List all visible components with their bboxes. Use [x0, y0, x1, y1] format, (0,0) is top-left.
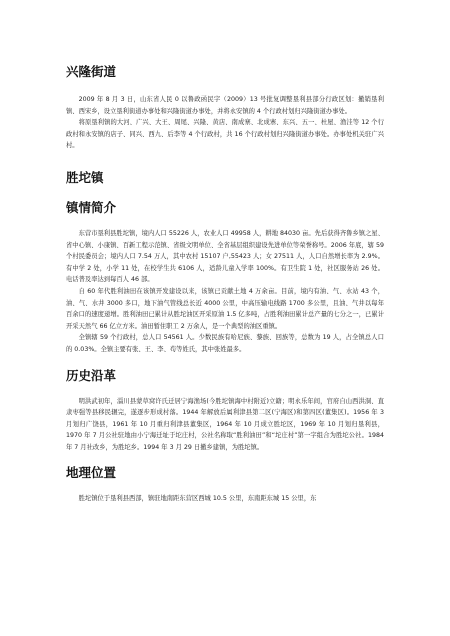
paragraph: 全镇辖 59 个行政村，总人口 54561 人。少数民族有哈尼族、黎族、回族等，总数为 19 人，占全镇总人口的 0.03%。全镇主要有张、王、李、苟等姓氏，其中张姓最多。	[66, 334, 384, 353]
paragraph: 胜坨镇位于垦利县西部，镇驻地南距东营区西城 10.5 公里，东南距东城 15 公里，东	[78, 495, 317, 503]
section-heading-history: 历史沿革	[66, 367, 117, 383]
paragraph: 自 60 年代胜利油田在该镇开发建设以来，该镇已贡献土地 4 万余亩。目前，境内有油、气、水站 43 个，油、气、水井 3000 多口，地下油气管线总长近 4000 公里，中高压输电线路 1700 多公里，且油、气井以每年百余口的速度递增。胜利油田已累计从胜坨油区开采原油 1.5 亿多吨，占胜利油田累计总产量的七分之一，已累计开采天然气 66 亿立方米。油田暂住职工 2 万余人，是一个典型的油区重镇。	[66, 287, 384, 330]
paragraph: 2009 年 8 月 3 日，山东省人民 0 以鲁政函民字（2009）13 号批复调整垦利县部分行政区划：撤销垦利镇、西宋乡，设立垦利街道办事处和兴隆街道办事处，并将永安镇的 4 个行政村划归兴隆街道办事处。	[66, 96, 384, 115]
paragraph: 将原垦利镇的大河、广兴、大王、周尾、兴隆、黄店、南成寨、北成寨、东兴、五一、杜屋、渔洼等 12 个行政村和永安镇的店子、同兴、西九、后李等 4 个行政村，共 16 个行政村划归兴隆街道办事处。办事处机关驻广兴村。	[66, 119, 384, 150]
section-heading-location: 地理位置	[66, 465, 117, 481]
paragraph: 明洪武初年，淄川县蒙草窝许氏迁居宁海渔场(今胜坨镇海中村附近)立籍；明永乐年间，官府自山西洪洞、直隶枣强等县移民辗完，遂逐步形成村落。1944 年解放后属利津县第二区(宁海区)和第四区(董集区)。1956 年 3 月划归广饶县，1961 年 10 月重归利津县董集区，1964 年 10 月成立胜坨区，1969 年 10 月划归垦利县，1970 年 7 月公社驻地由小宁海迁址于坨庄村，公社名称取“胜利油田”和“坨庄村”第一字组合为胜坨公社。1984 年 7 月社改乡，为胜坨乡。1994 年 3 月 29 日撤乡建镇，为胜坨镇。	[66, 397, 384, 451]
paragraph: 东营市垦利县胜坨镇，境内人口 55226 人，农业人口 49958 人，耕地 84030 亩。先后获得齐鲁乡镇之星、省中心镇、小康镇、百新工程示范镇、省级文明单位、全省基层组织建设先进单位等荣誉称号。2006 年底，辖 59 个村民委员会；境内人口 7.54 万人，其中农村 15107 户,55423 人；女 27511 人，人口自然增长率为 2.9%。有中学 2 处，小学 11 处，在校学生共 6106 人，适龄儿童入学率 100%。有卫生院 1 处，社区服务站 26 处。电话普及率达到每百人 46 部。	[66, 229, 384, 284]
section-heading-shengtuo: 胜坨镇	[66, 169, 104, 185]
document-content	[66, 64, 384, 505]
section-heading-overview: 镇情简介	[66, 199, 117, 215]
section-heading-xinglong: 兴隆街道	[66, 64, 117, 79]
